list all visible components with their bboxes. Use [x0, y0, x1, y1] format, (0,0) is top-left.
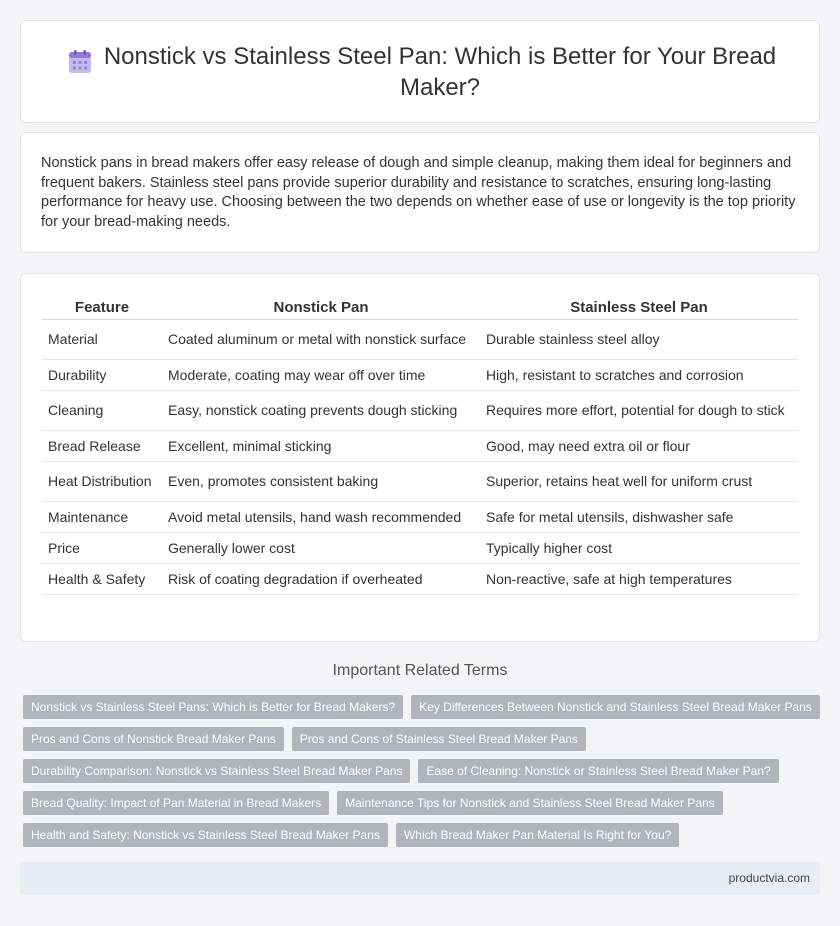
footer [20, 862, 820, 895]
comparison-table [42, 295, 798, 595]
related-term-link[interactable]: Bread Quality: Impact of Pan Material in Bread Makers [23, 791, 329, 815]
related-term-link[interactable]: Which Bread Maker Pan Material Is Right for You? [396, 823, 679, 847]
column-header-feature: Feature [42, 295, 162, 319]
related-term-link[interactable]: Health and Safety: Nonstick vs Stainless Steel Bread Maker Pans [23, 823, 388, 847]
feature-cell: Price [42, 532, 162, 563]
nonstick-cell: Coated aluminum or metal with nonstick surface [162, 319, 480, 359]
page-title: Nonstick vs Stainless Steel Pan: Which is Better for Your Bread Maker? [103, 42, 777, 101]
table-row [42, 461, 798, 501]
table-row [42, 563, 798, 594]
feature-cell: Cleaning [42, 390, 162, 430]
table-row [42, 359, 798, 390]
related-terms-title: Important Related Terms [332, 662, 508, 679]
stainless-cell: Requires more effort, potential for dough to stick [480, 390, 798, 430]
related-term-link[interactable]: Maintenance Tips for Nonstick and Stainless Steel Bread Maker Pans [337, 791, 723, 815]
column-header-nonstick: Nonstick Pan [162, 295, 480, 319]
related-term-link[interactable]: Key Differences Between Nonstick and Stainless Steel Bread Maker Pans [411, 695, 820, 719]
feature-cell: Heat Distribution [42, 461, 162, 501]
header-card [20, 20, 820, 123]
stainless-cell: Typically higher cost [480, 532, 798, 563]
comparison-table-card [20, 273, 820, 642]
feature-cell: Maintenance [42, 501, 162, 532]
table-row [42, 501, 798, 532]
table-row [42, 319, 798, 359]
nonstick-cell: Excellent, minimal sticking [162, 430, 480, 461]
nonstick-cell: Generally lower cost [162, 532, 480, 563]
column-header-stainless: Stainless Steel Pan [480, 295, 798, 319]
stainless-cell: Safe for metal utensils, dishwasher safe [480, 501, 798, 532]
stainless-cell: Non-reactive, safe at high temperatures [480, 563, 798, 594]
nonstick-cell: Risk of coating degradation if overheated [162, 563, 480, 594]
intro-card [20, 132, 820, 253]
related-term-link[interactable]: Pros and Cons of Nonstick Bread Maker Pans [23, 727, 284, 751]
related-term-link[interactable]: Nonstick vs Stainless Steel Pans: Which is Better for Bread Makers? [23, 695, 403, 719]
stainless-cell: Durable stainless steel alloy [480, 319, 798, 359]
related-term-link[interactable]: Durability Comparison: Nonstick vs Stainless Steel Bread Maker Pans [23, 759, 410, 783]
intro-paragraph: Nonstick pans in bread makers offer easy release of dough and simple cleanup, making them ideal for beginners and frequent bakers. Stainless steel pans provide superior durability and resistance to scratches, ensuring long-lasting performance for heavy use. Choosing between the two depends on whether ease of use or longevity is the top priority for your bread-making needs. [41, 155, 796, 230]
table-header-row [42, 295, 798, 319]
table-row [42, 430, 798, 461]
table-row [42, 532, 798, 563]
feature-cell: Bread Release [42, 430, 162, 461]
related-term-link[interactable]: Pros and Cons of Stainless Steel Bread Maker Pans [292, 727, 586, 751]
related-terms-list [23, 695, 823, 855]
related-term-link[interactable]: Ease of Cleaning: Nonstick or Stainless Steel Bread Maker Pan? [418, 759, 778, 783]
nonstick-cell: Easy, nonstick coating prevents dough sticking [162, 390, 480, 430]
stainless-cell: Superior, retains heat well for uniform crust [480, 461, 798, 501]
nonstick-cell: Moderate, coating may wear off over time [162, 359, 480, 390]
feature-cell: Durability [42, 359, 162, 390]
stainless-cell: Good, may need extra oil or flour [480, 430, 798, 461]
footer-site-name: productvia.com [728, 871, 810, 885]
table-row [42, 390, 798, 430]
feature-cell: Material [42, 319, 162, 359]
feature-cell: Health & Safety [42, 563, 162, 594]
nonstick-cell: Avoid metal utensils, hand wash recommended [162, 501, 480, 532]
stainless-cell: High, resistant to scratches and corrosion [480, 359, 798, 390]
nonstick-cell: Even, promotes consistent baking [162, 461, 480, 501]
